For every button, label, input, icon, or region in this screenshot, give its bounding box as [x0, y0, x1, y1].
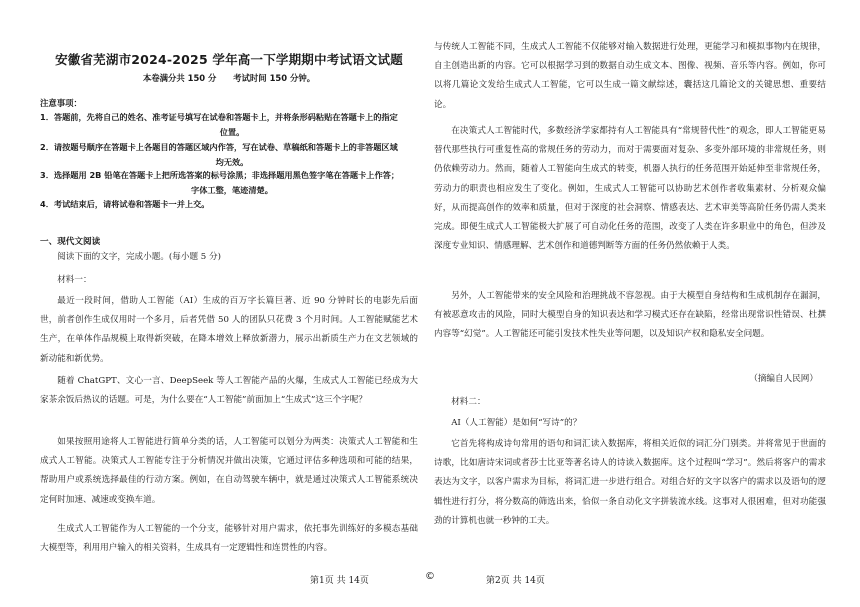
paragraph: 最近一段时间，借助人工智能（AI）生成的百万字长篇巨著、近 90 分钟时长的电影先后面世，前者创作生成仅用时一个多月，后者凭借 50 人的团队只花费 3 个月时间。人工智能赋能艺术生产，在单体作品规模上取得新突破，在降本增效上释放新潜力，展示出新质生产力在文艺领域的新动能和新优势。 — [40, 296, 418, 364]
page-number-left: 第1页 共 14页 — [310, 576, 369, 586]
paragraph: 随着 ChatGPT、文心一言、DeepSeek 等人工智能产品的火爆，生成式人工智能已经成为大家茶余饭后热议的话题。可是，为什么要在“人工智能”前面加上“生成式”这三个字呢？ — [40, 376, 418, 406]
question-line: AI（人工智能）是如何“写诗”的？ — [451, 418, 582, 428]
reading-instruction: 阅读下面的文字，完成小题。(每小题 5 分) — [57, 252, 221, 262]
note-item-2 — [40, 140, 424, 170]
notes-heading: 注意事项： — [40, 98, 82, 108]
paragraph: 如果按照用途将人工智能进行简单分类的话，人工智能可以划分为两类：决策式人工智能和生成式人工智能。决策式人工智能专注于分析情况并做出决策，它通过评估多种选项和可能的结果，帮助用户或系统选择最佳的行动方案。例如，在自动驾驶车辆中，就是通过决策式人工智能系统决定何时加速、减速或变换车道。 — [40, 437, 418, 505]
note-continuation: 均无效。 — [215, 157, 249, 167]
note-text: 3．选择题用 2B 铅笔在答题卡上把所选答案的标号涂黑；非选择题用黑色签字笔在答题卡上作答； — [40, 170, 400, 180]
note-continuation: 位置。 — [219, 127, 245, 137]
note-text: 4．考试结束后，请将试卷和答题卡一并上交。 — [40, 199, 210, 209]
exam-title: 安徽省芜湖市2024-2025 学年高一下学期期中考试语文试题 — [55, 52, 403, 67]
material-label: 材料二： — [451, 397, 486, 407]
note-continuation: 字体工整，笔迹清楚。 — [191, 185, 273, 195]
paragraph: 与传统人工智能不同，生成式人工智能不仅能够对输入数据进行处理，更能学习和模拟事物内在规律，自主创造出新的内容。它可以根据学习到的数据自动生成文本、图像、视频、音乐等内容。例如，你可以将几篇论文发给生成式人工智能，它可以生成一篇文献综述，囊括这几篇论文的关键思想、重要结论。 — [434, 42, 826, 110]
exam-subtitle: 本卷满分共 150 分 考试时间 150 分钟。 — [142, 73, 316, 83]
page-number-right: 第2页 共 14页 — [486, 576, 545, 586]
source-citation: （摘编自人民网） — [749, 374, 818, 384]
note-text: 1．答题前，先将自己的姓名、准考证号填写在试卷和答题卡上，并将条形码粘贴在答题卡上的指定 — [40, 112, 398, 122]
paragraph: 在决策式人工智能时代，多数经济学家都持有人工智能具有“常规替代性”的观念，即人工智能更易替代那些执行可重复性高的常规任务的劳动力，而对于需要面对复杂、多变外部环境的非常规任务，则仍依赖劳动力。然而，随着人工智能向生成式的转变，机器人执行的任务范围开始延伸至非常规任务，劳动力的职责也相应发生了变化。例如，生成式人工智能可以协助艺术创作者收集素材、分析观众偏好，从而提高创作的效率和质量，但对于深度的社会洞察、情感表达、艺术审美等高阶任务仍需人类来完成。即便生成式人工智能极大扩展了可自动化任务的范围，改变了人类在许多职业中的角色，但涉及深度专业知识、情感理解、艺术创作和道德判断等方面的任务仍然依赖于人类。 — [434, 126, 826, 252]
note-item-4 — [40, 197, 424, 212]
note-text: 2．请按题号顺序在答题卡上各题目的答题区域内作答，写在试卷、草稿纸和答题卡上的非答题区域 — [40, 142, 398, 152]
paragraph: 生成式人工智能作为人工智能的一个分支，能够针对用户需求，依托事先训练好的多模态基础大模型等，利用用户输入的相关资料，生成具有一定逻辑性和连贯性的内容。 — [40, 524, 418, 554]
paragraph: 它首先将构成诗句常用的语句和词汇读入数据库，将相关近似的词汇分门别类。并将常见于世面的诗歌，比如唐诗宋词或者莎士比亚等著名诗人的诗读入数据库。这个过程叫“学习”。然后将客户的需求表达为文字，以客户需求为目标，将词汇进一步进行组合。对组合好的文字以客户的需求以及语句的逻辑性进行打分，将分数高的筛选出来，恰似一条自动化文字拼装流水线。这事对人很困难，但对功能强劲的计算机也就一秒钟的工夫。 — [434, 439, 826, 526]
section-heading: 一、现代文阅读 — [40, 237, 101, 247]
paragraph: 另外，人工智能带来的安全风险和治理挑战不容忽视。由于大模型自身结构和生成机制存在漏洞，有被恶意攻击的风险，同时大模型自身的知识表达和学习模式还存在缺陷，经常出现常识性错误、杜撰内容等“幻觉”。人工智能还可能引发技术性失业等问题，以及知识产权和隐私安全问题。 — [434, 291, 826, 340]
material-label: 材料一： — [57, 275, 92, 285]
note-item-1 — [40, 110, 424, 140]
note-item-3 — [40, 168, 424, 198]
copyright-symbol: © — [425, 571, 435, 582]
